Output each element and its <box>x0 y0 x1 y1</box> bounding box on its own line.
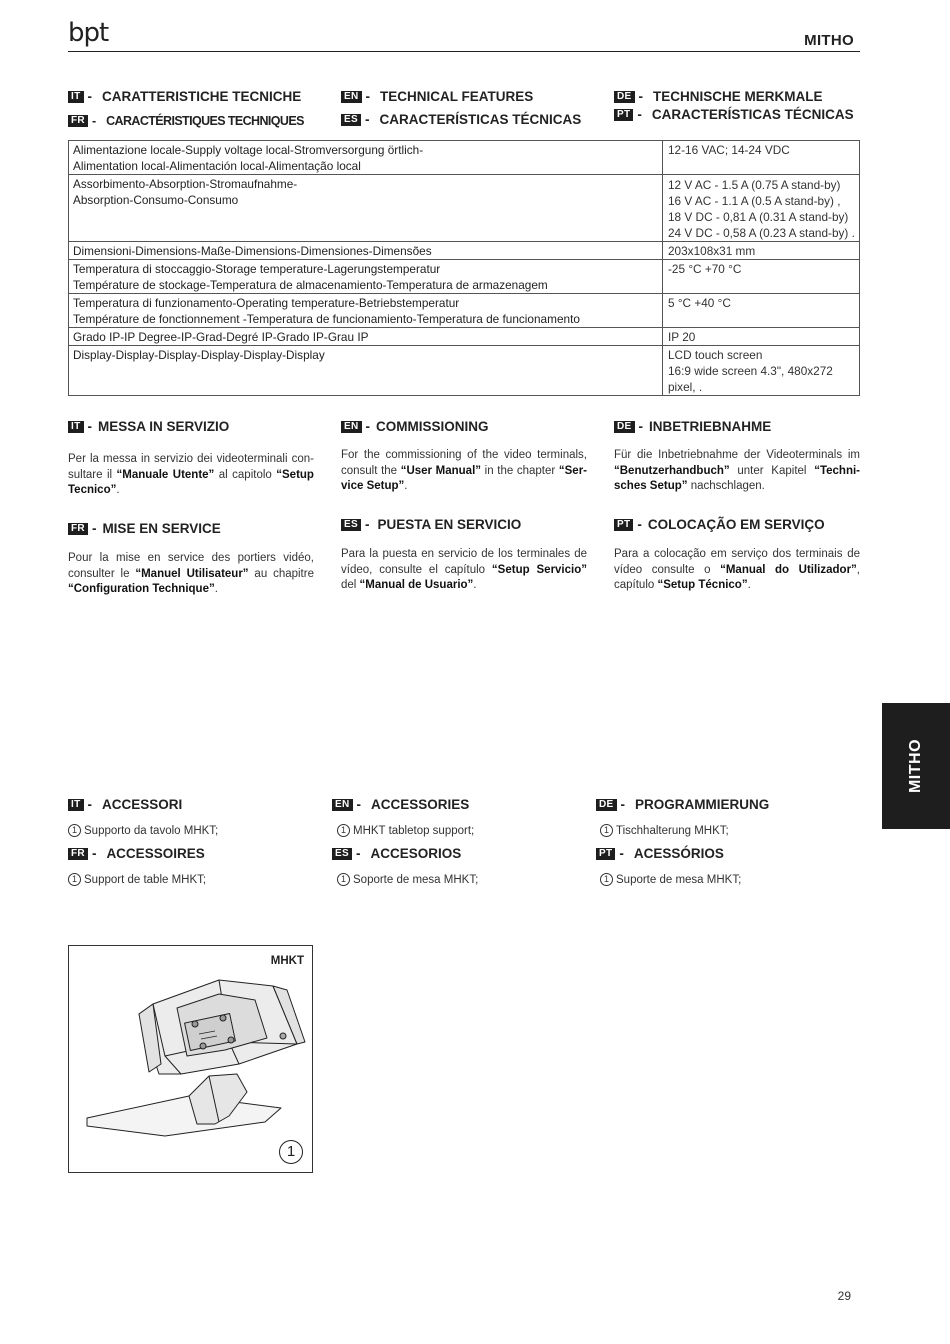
spec-heading-es: ES - CARACTERÍSTICAS TÉCNICAS <box>341 112 581 127</box>
table-row <box>69 242 860 260</box>
item-number-badge: 1 <box>337 824 350 837</box>
language-tag: IT <box>68 91 84 103</box>
product-figure <box>68 945 313 1173</box>
accessories-section-es <box>332 846 478 886</box>
heading-text: ACCESORIOS <box>370 846 462 861</box>
accessory-item <box>337 824 474 837</box>
table-row <box>69 346 860 396</box>
heading-text: PROGRAMMIERUNG <box>635 797 770 812</box>
language-tag: ES <box>332 848 352 860</box>
language-tag: PT <box>614 519 633 531</box>
spec-label: Dimensioni-Dimensions-Maße-Dimensions-Dimensiones-Dimensões <box>69 242 663 260</box>
paragraph-text: . <box>404 480 408 492</box>
accessories-section-pt <box>596 846 741 886</box>
accessory-text: Support de table MHKT; <box>84 873 207 886</box>
heading-text: CARATTERISTICHE TECNICHE <box>102 89 302 104</box>
spec-value: 203x108x31 mm <box>663 242 860 260</box>
language-tag: ES <box>341 519 361 531</box>
paragraph-text: in the chapter <box>481 464 559 477</box>
tabletop-support-drawing <box>69 946 312 1172</box>
heading-text: ACCESSOIRES <box>106 846 205 861</box>
figure-label: MHKT <box>270 955 304 967</box>
paragraph-text: . <box>116 484 120 496</box>
commissioning-section-es <box>341 517 587 594</box>
paragraph-text: Para a colocação em serviço dos terminais de vídeo consulte o <box>614 548 860 576</box>
section-heading: IT - ACCESSORI <box>68 797 218 812</box>
paragraph-text: , capítulo <box>614 563 860 591</box>
spec-value: -25 °C +70 °C <box>663 260 860 294</box>
paragraph-emphasis: “Manuale Utente” <box>116 468 215 481</box>
spec-label: Display-Display-Display-Display-Display-Display <box>69 346 663 396</box>
language-tag: FR <box>68 523 88 535</box>
section-heading: EN - COMMISSIONING <box>341 419 587 434</box>
table-row <box>69 328 860 346</box>
language-tag: EN <box>332 799 353 811</box>
paragraph-text: . <box>473 579 477 591</box>
paragraph-text: au chapitre <box>248 567 314 580</box>
language-tag: IT <box>68 421 84 433</box>
paragraph-text: . <box>747 579 751 591</box>
heading-text: MISE EN SERVICE <box>102 521 221 536</box>
language-tag: IT <box>68 799 84 811</box>
accessory-text: Suporte de mesa MHKT; <box>616 873 742 886</box>
commissioning-section-fr <box>68 521 314 598</box>
heading-text: CARACTERÍSTICAS TÉCNICAS <box>651 107 854 122</box>
heading-text: PUESTA EN SERVICIO <box>377 517 522 532</box>
language-tag: DE <box>614 91 635 103</box>
paragraph-text: . <box>214 583 218 595</box>
accessory-item <box>68 824 218 837</box>
heading-text: COMMISSIONING <box>376 419 489 434</box>
heading-text: CARACTÉRISTIQUES TECHNIQUES <box>106 114 304 128</box>
spec-value: 5 °C +40 °C <box>663 294 860 328</box>
section-heading: PT - COLOCAÇÃO EM SERVIÇO <box>614 517 860 532</box>
item-number-badge: 1 <box>600 873 613 886</box>
heading-text: TECHNISCHE MERKMALE <box>653 89 823 104</box>
heading-text: COLOCAÇÃO EM SERVIÇO <box>647 517 825 532</box>
spec-label: Assorbimento-Absorption-Stromaufnahme- Absorption-Consumo-Consumo <box>69 175 663 242</box>
table-row <box>69 141 860 175</box>
paragraph-emphasis: “Manuel Utilisateur” <box>135 567 249 580</box>
heading-text: TECHNICAL FEATURES <box>380 89 534 104</box>
table-row <box>69 175 860 242</box>
commissioning-section-pt <box>614 517 860 594</box>
section-heading: DE - INBETRIEBNAHME <box>614 419 860 434</box>
header-rule <box>68 51 860 52</box>
spec-value: IP 20 <box>663 328 860 346</box>
commissioning-section-it <box>68 419 314 499</box>
spec-heading-fr: FR - CARACTÉRISTIQUES TECHNIQUES <box>68 114 304 128</box>
table-row <box>69 294 860 328</box>
accessory-item <box>337 873 478 886</box>
section-side-tab <box>882 703 950 829</box>
section-heading: ES - PUESTA EN SERVICIO <box>341 517 587 532</box>
section-paragraph <box>614 448 860 495</box>
language-tag: PT <box>596 848 615 860</box>
accessory-item <box>600 873 741 886</box>
language-tag: DE <box>596 799 617 811</box>
accessory-text: Soporte de mesa MHKT; <box>353 873 479 886</box>
language-tag: FR <box>68 848 88 860</box>
spec-label: Temperatura di funzionamento-Operating temperature-Betriebstemperatur Température de fonctionnement -Temperatura de funcionamiento-Temperatura de funcionamento <box>69 294 663 328</box>
language-tag: EN <box>341 421 362 433</box>
accessories-section-en <box>332 797 474 837</box>
specs-table <box>68 140 860 396</box>
heading-text: MESSA IN SERVIZIO <box>98 419 230 434</box>
table-row <box>69 260 860 294</box>
language-tag: EN <box>341 91 362 103</box>
language-tag: PT <box>614 109 633 121</box>
section-heading: IT - MESSA IN SERVIZIO <box>68 419 314 434</box>
spec-label: Temperatura di stoccaggio-Storage temperature-Lagerungstemperatur Température de stockage-Temperatura de almacenamiento-Temperatura de armazenagem <box>69 260 663 294</box>
section-paragraph <box>341 448 587 495</box>
item-number-badge: 1 <box>337 873 350 886</box>
paragraph-emphasis: “Techni-sches Setup” <box>614 464 860 492</box>
paragraph-text: nachschlagen. <box>687 480 765 492</box>
section-paragraph <box>68 551 314 598</box>
spec-heading-pt: PT - CARACTERÍSTICAS TÉCNICAS <box>614 107 854 122</box>
item-number-badge: 1 <box>68 824 81 837</box>
paragraph-text: Para la puesta en servicio de los terminales de vídeo, consulte el capítulo <box>341 548 587 576</box>
brand-logo: bpt <box>68 18 109 48</box>
heading-text: CARACTERÍSTICAS TÉCNICAS <box>379 112 582 127</box>
section-paragraph <box>68 452 314 499</box>
spec-heading-de: DE - TECHNISCHE MERKMALE <box>614 89 823 104</box>
paragraph-text: al capitolo <box>214 468 277 481</box>
commissioning-section-en <box>341 419 587 495</box>
document-title: MITHO <box>804 32 854 49</box>
paragraph-emphasis: “Setup Servicio” <box>491 563 587 576</box>
spec-heading-en: EN - TECHNICAL FEATURES <box>341 89 533 104</box>
spec-value: 12-16 VAC; 14-24 VDC <box>663 141 860 175</box>
spec-label: Grado IP-IP Degree-IP-Grad-Degré IP-Grado IP-Grau IP <box>69 328 663 346</box>
paragraph-text: unter Kapitel <box>729 464 815 477</box>
spec-value: LCD touch screen 16:9 wide screen 4.3", 480x272 pixel, . <box>663 346 860 396</box>
side-tab-label: MITHO <box>907 738 924 794</box>
accessory-item <box>600 824 769 837</box>
language-tag: ES <box>341 114 361 126</box>
paragraph-emphasis: “Manual do Utilizador” <box>720 563 857 576</box>
page-number: 29 <box>837 1289 851 1303</box>
accessory-text: Supporto da tavolo MHKT; <box>84 824 219 837</box>
paragraph-text: For the commissioning of the video terminals, consult the <box>341 449 587 477</box>
item-number-badge: 1 <box>68 873 81 886</box>
accessories-section-fr <box>68 846 206 886</box>
heading-text: ACCESSORI <box>102 797 183 812</box>
item-number-badge: 1 <box>600 824 613 837</box>
spec-value: 12 V AC - 1.5 A (0.75 A stand-by) 16 V AC - 1.1 A (0.5 A stand-by) , 18 V DC - 0,81 A (0.31 A stand-by) 24 V DC - 0,58 A (0.23 A stand-by) . <box>663 175 860 242</box>
paragraph-emphasis: “Benutzerhandbuch” <box>614 464 730 477</box>
heading-text: ACCESSORIES <box>371 797 470 812</box>
section-heading: DE - PROGRAMMIERUNG <box>596 797 769 812</box>
figure-callout: 1 <box>279 1140 303 1164</box>
section-heading: FR - ACCESSOIRES <box>68 846 206 861</box>
section-heading: EN - ACCESSORIES <box>332 797 474 812</box>
paragraph-emphasis: “Configuration Technique” <box>68 583 215 595</box>
section-heading: PT - ACESSÓRIOS <box>596 846 741 861</box>
section-heading: ES - ACCESORIOS <box>332 846 478 861</box>
heading-text: INBETRIEBNAHME <box>649 419 772 434</box>
spec-heading-it: IT - CARATTERISTICHE TECNICHE <box>68 89 301 104</box>
paragraph-text: Für die Inbetriebnahme der Videoterminals im <box>614 449 860 461</box>
accessories-section-it <box>68 797 218 837</box>
accessory-text: MHKT tabletop support; <box>353 824 475 837</box>
section-heading: FR - MISE EN SERVICE <box>68 521 314 536</box>
commissioning-section-de <box>614 419 860 495</box>
language-tag: FR <box>68 115 88 127</box>
section-paragraph <box>614 547 860 594</box>
paragraph-text: Per la messa in servizio dei videoterminali con-sultare il <box>68 453 314 481</box>
accessory-text: Tischhalterung MHKT; <box>616 824 729 837</box>
paragraph-emphasis: “User Manual” <box>400 464 482 477</box>
paragraph-emphasis: “Setup Técnico” <box>657 579 748 591</box>
paragraph-text: del <box>341 579 360 591</box>
language-tag: DE <box>614 421 635 433</box>
paragraph-emphasis: “Manual de Usuario” <box>359 579 474 591</box>
paragraph-emphasis: “Setup Tecnico” <box>68 468 314 496</box>
spec-label: Alimentazione locale-Supply voltage local-Stromversorgung örtlich- Alimentation local-Alimentación local-Alimentação local <box>69 141 663 175</box>
section-paragraph <box>341 547 587 594</box>
accessories-section-de <box>596 797 769 837</box>
paragraph-text: Pour la mise en service des portiers vidéo, consulter le <box>68 552 314 580</box>
accessory-item <box>68 873 206 886</box>
heading-text: ACESSÓRIOS <box>633 846 724 861</box>
paragraph-emphasis: “Ser-vice Setup” <box>341 464 587 492</box>
